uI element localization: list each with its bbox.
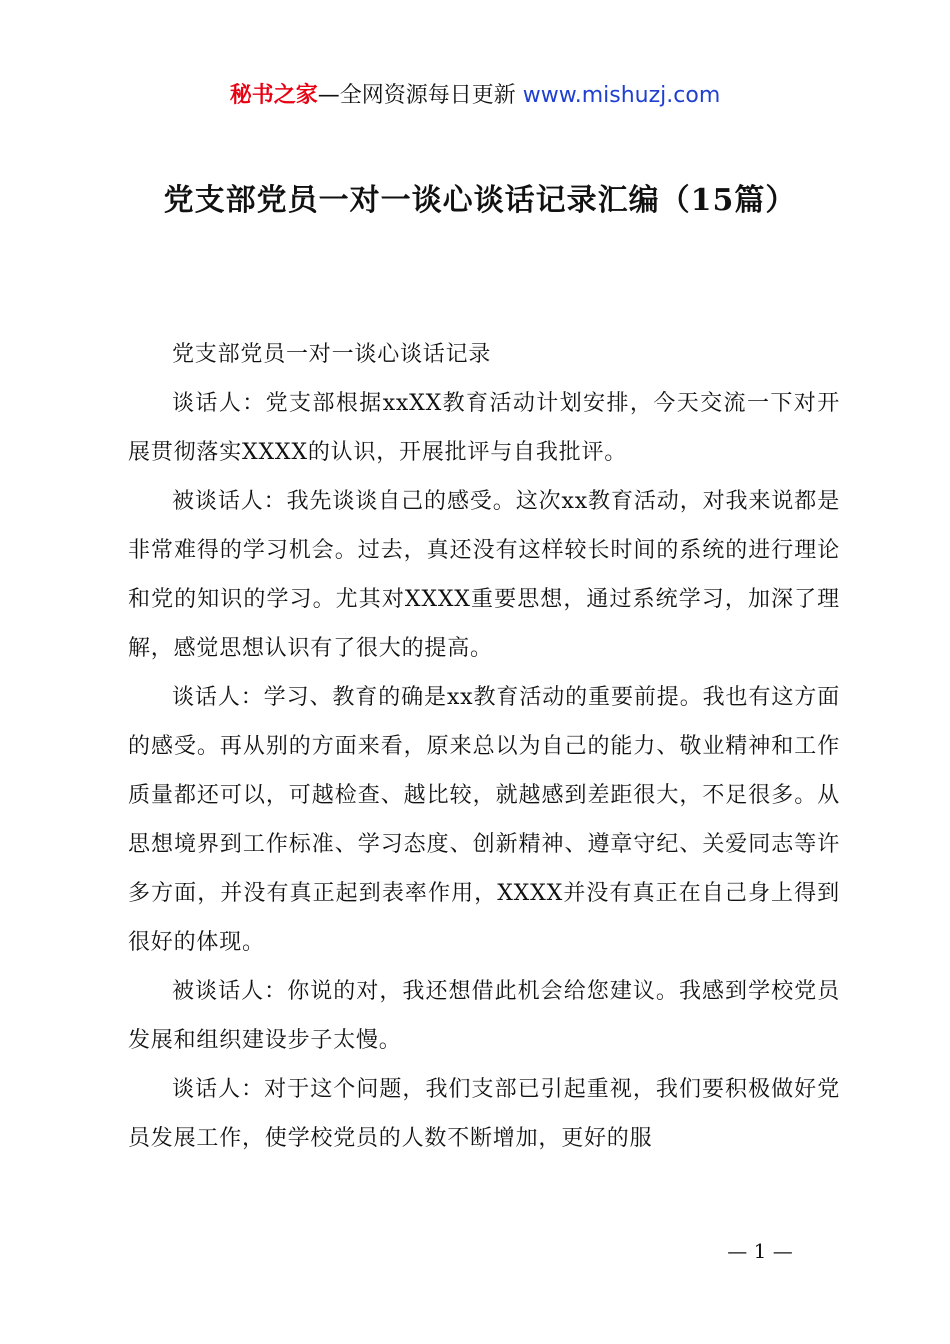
document-paragraph: 谈话人：对于这个问题，我们支部已引起重视，我们要积极做好党员发展工作，使学校党员的人数不断增加，更好的服 [128, 1077, 840, 1151]
document-paragraph: 被谈话人：我先谈谈自己的感受。这次xx教育活动，对我来说都是非常难得的学习机会。过去，真还没有这样较长时间的系统的进行理论和党的知识的学习。尤其对XXXX重要思想，通过系统学习，加深了理解，感觉思想认识有了很大的提高。 [128, 489, 840, 661]
site-header [0, 80, 950, 112]
document-title: 党支部党员一对一谈心谈话记录汇编（15篇） [163, 183, 797, 218]
document-paragraph: 被谈话人：你说的对，我还想借此机会给您建议。我感到学校党员发展和组织建设步子太慢。 [128, 979, 840, 1053]
site-brand: 秘书之家 [229, 83, 318, 108]
document-paragraph: 党支部党员一对一谈心谈话记录 [172, 342, 492, 367]
document-body [128, 330, 840, 1163]
site-url-link[interactable]: www.mishuzj.com [522, 83, 721, 108]
document-paragraph: 谈话人：党支部根据xxXX教育活动计划安排，今天交流一下对开展贯彻落实XXXX的认识，开展批评与自我批评。 [128, 391, 840, 465]
site-tagline: —全网资源每日更新 [317, 83, 523, 108]
page-number: — 1 — [727, 1239, 793, 1263]
document-paragraph: 谈话人：学习、教育的确是xx教育活动的重要前提。我也有这方面的感受。再从别的方面来看，原来总以为自己的能力、敬业精神和工作质量都还可以，可越检查、越比较，就越感到差距很大，不足很多。从思想境界到工作标准、学习态度、创新精神、遵章守纪、关爱同志等许多方面，并没有真正起到表率作用，XXXX并没有真正在自己身上得到很好的体现。 [128, 685, 840, 955]
